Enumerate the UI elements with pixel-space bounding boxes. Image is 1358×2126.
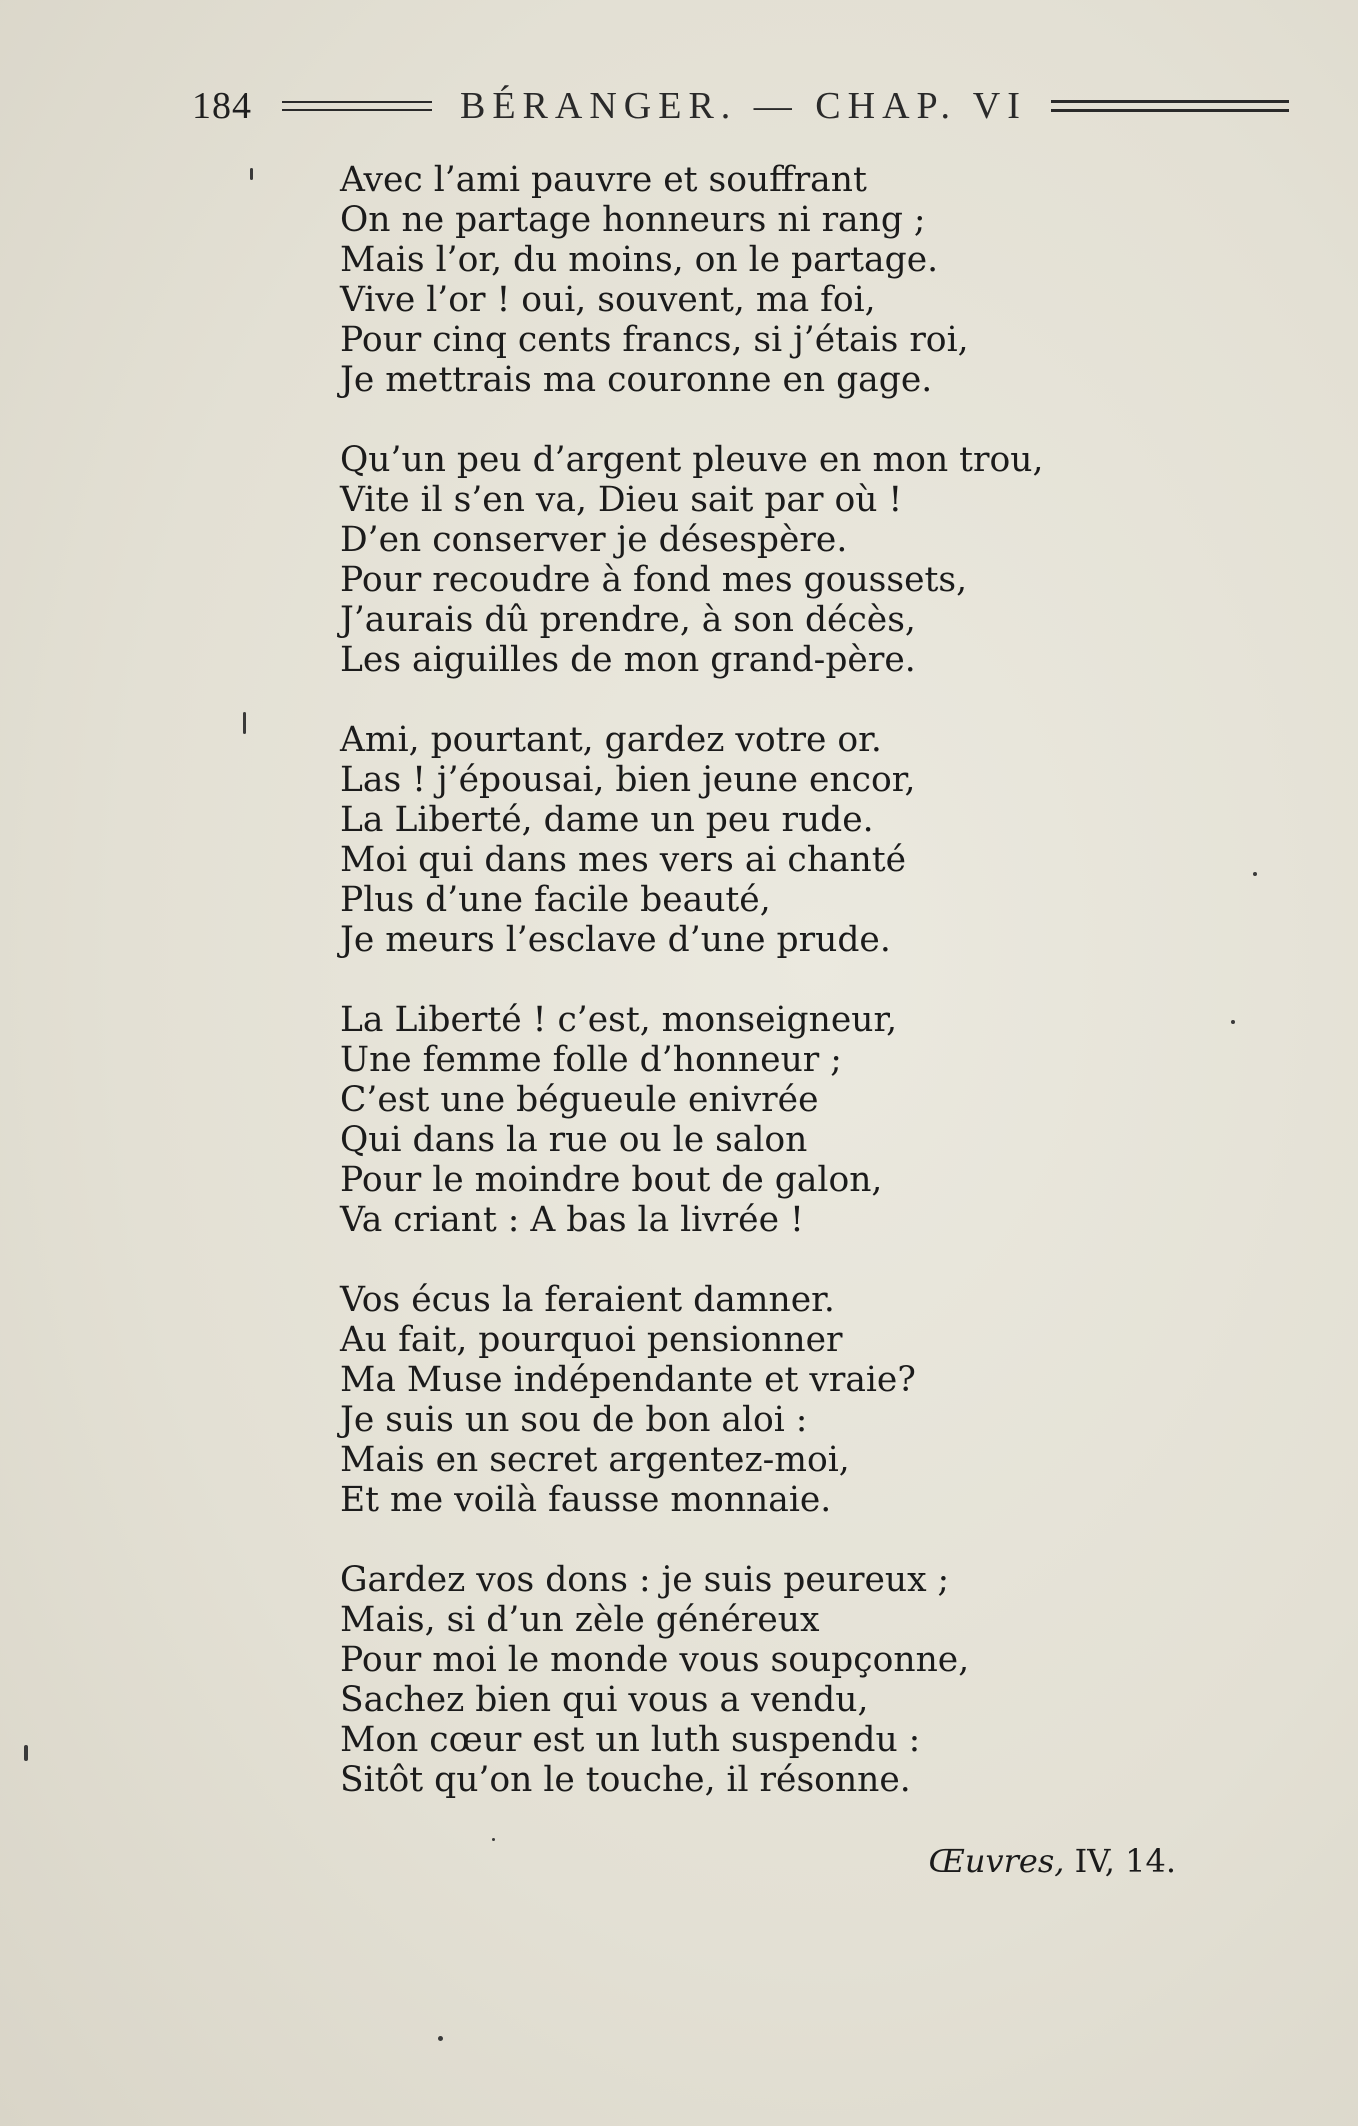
verse-line: Moi qui dans mes vers ai chanté xyxy=(340,840,906,880)
verse-line: Une femme folle d’honneur ; xyxy=(340,1040,842,1080)
paper-speck xyxy=(250,168,253,180)
verse-line: Je suis un sou de bon aloi : xyxy=(340,1400,808,1440)
verse-line: Sachez bien qui vous a vendu, xyxy=(340,1680,869,1720)
header-rule-right xyxy=(1051,100,1289,112)
verse-line: Ma Muse indépendante et vraie? xyxy=(340,1360,916,1400)
verse-line: Pour le moindre bout de galon, xyxy=(340,1160,883,1200)
verse-line: Ami, pourtant, gardez votre or. xyxy=(340,720,882,760)
poem xyxy=(340,160,1180,1840)
verse-line: C’est une bégueule enivrée xyxy=(340,1080,819,1120)
verse-line: Sitôt qu’on le touche, il résonne. xyxy=(340,1760,911,1800)
verse-line: Qu’un peu d’argent pleuve en mon trou, xyxy=(340,440,1044,480)
verse-line: La Liberté, dame un peu rude. xyxy=(340,800,874,840)
verse-line: J’aurais dû prendre, à son décès, xyxy=(340,600,916,640)
paper-speck xyxy=(438,2036,443,2041)
verse-line: Vite il s’en va, Dieu sait par où ! xyxy=(340,480,903,520)
verse-line: Va criant : A bas la livrée ! xyxy=(340,1200,804,1240)
paper-speck xyxy=(492,1838,495,1841)
page-number: 184 xyxy=(192,85,252,127)
verse-line: Pour recoudre à fond mes goussets, xyxy=(340,560,968,600)
stanza xyxy=(340,1560,1180,1800)
verse-line: Je meurs l’esclave d’une prude. xyxy=(340,920,891,960)
verse-line: On ne partage honneurs ni rang ; xyxy=(340,200,926,240)
verse-line: Je mettrais ma couronne en gage. xyxy=(340,360,933,400)
verse-line: Mais l’or, du moins, on le partage. xyxy=(340,240,939,280)
source-reference: IV, 14. xyxy=(1064,1842,1176,1880)
stanza xyxy=(340,720,1180,960)
verse-line: Mon cœur est un luth suspendu : xyxy=(340,1720,921,1760)
stanza xyxy=(340,1000,1180,1240)
verse-line: La Liberté ! c’est, monseigneur, xyxy=(340,1000,898,1040)
verse-line: Las ! j’épousai, bien jeune encor, xyxy=(340,760,916,800)
stanza xyxy=(340,160,1180,400)
verse-line: Au fait, pourquoi pensionner xyxy=(340,1320,843,1360)
header-rule-left xyxy=(282,101,432,111)
source-citation xyxy=(929,1842,1176,1880)
paper-speck xyxy=(1231,1020,1235,1024)
verse-line: Pour cinq cents francs, si j’étais roi, xyxy=(340,320,969,360)
verse-line: D’en conserver je désespère. xyxy=(340,520,848,560)
verse-line: Gardez vos dons : je suis peureux ; xyxy=(340,1560,950,1600)
verse-line: Plus d’une facile beauté, xyxy=(340,880,771,920)
running-title: BÉRANGER. — CHAP. VI xyxy=(460,85,1027,127)
source-work: Œuvres, xyxy=(928,1842,1065,1880)
verse-line: Mais en secret argentez-moi, xyxy=(340,1440,850,1480)
stanza xyxy=(340,440,1180,680)
stanza xyxy=(340,1280,1180,1520)
running-header xyxy=(192,78,1292,134)
verse-line: Les aiguilles de mon grand-père. xyxy=(340,640,916,680)
paper-speck xyxy=(1253,872,1257,876)
paper-speck xyxy=(243,712,246,734)
verse-line: Pour moi le monde vous soupçonne, xyxy=(340,1640,970,1680)
verse-line: Et me voilà fausse monnaie. xyxy=(340,1480,832,1520)
verse-line: Mais, si d’un zèle généreux xyxy=(340,1600,820,1640)
verse-line: Avec l’ami pauvre et souffrant xyxy=(340,160,867,200)
paper-speck xyxy=(24,1745,28,1761)
verse-line: Vos écus la feraient damner. xyxy=(340,1280,835,1320)
verse-line: Qui dans la rue ou le salon xyxy=(340,1120,808,1160)
verse-line: Vive l’or ! oui, souvent, ma foi, xyxy=(340,280,876,320)
